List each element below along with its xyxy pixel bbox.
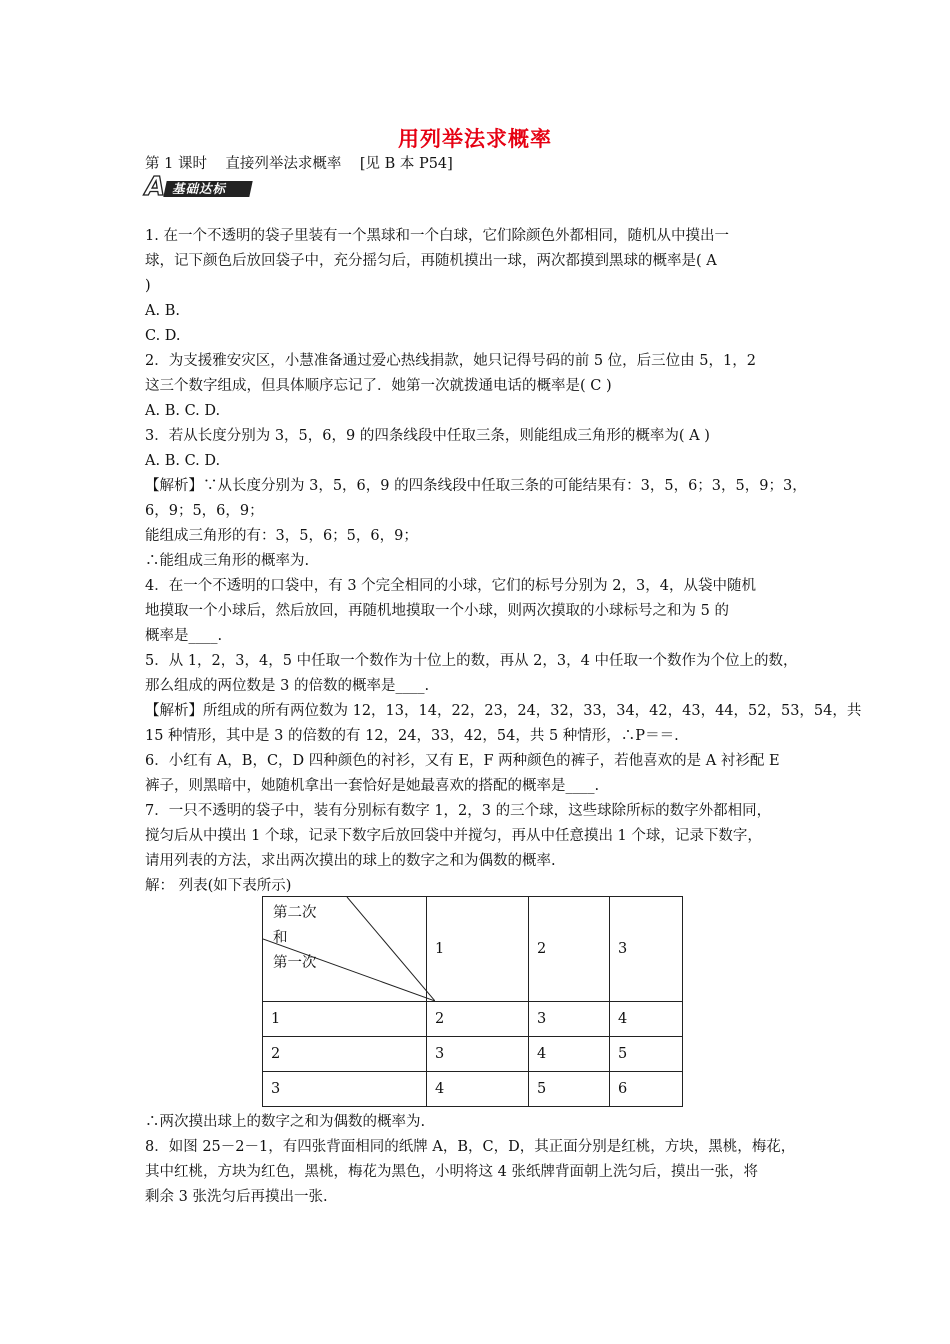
text-line: 搅匀后从中摸出 1 个球，记录下数字后放回袋中并搅匀，再从中任意摸出 1 个球，记录下数字， — [145, 828, 762, 844]
text-line: C. D. — [145, 328, 181, 344]
badge-label: 基础达标 — [172, 181, 227, 196]
text-line: 【解析】∵从长度分别为 3，5，6，9 的四条线段中任取三条的可能结果有：3，5，6；3，5，9；3， — [145, 478, 807, 494]
column-header: 3 — [610, 897, 683, 1002]
table-cell: 4 — [610, 1002, 683, 1037]
text-line: 能组成三角形的有：3，5，6；5，6，9； — [145, 528, 418, 544]
page-title: 用列举法求概率 — [398, 127, 552, 151]
row-label: 2 — [263, 1037, 427, 1072]
sum-table — [262, 896, 683, 1107]
text-line: 解： 列表(如下表所示) — [145, 878, 292, 894]
row-label: 3 — [263, 1072, 427, 1107]
table-cell: 4 — [529, 1037, 610, 1072]
text-line: 那么组成的两位数是 3 的倍数的概率是____. — [145, 678, 430, 694]
lesson-subtitle: 第 1 课时 直接列举法求概率 [见 B 本 P54] — [145, 156, 453, 172]
table-cell: 2 — [427, 1002, 529, 1037]
table-corner-header — [263, 897, 427, 1002]
after-table-text — [145, 1110, 810, 1210]
table-cell: 6 — [610, 1072, 683, 1107]
text-line: 1. 在一个不透明的袋子里装有一个黑球和一个白球，它们除颜色外都相同，随机从中摸出一 — [145, 228, 729, 244]
text-line: 剩余 3 张洗匀后再摸出一张. — [145, 1189, 328, 1205]
table-cell: 5 — [610, 1037, 683, 1072]
problem-text — [145, 224, 862, 899]
text-line: 6．小红有 A，B，C，D 四种颜色的衬衫，又有 E，F 两种颜色的裤子，若他喜欢的是 A 衬衫配 E — [145, 753, 780, 769]
text-line: 球，记下颜色后放回袋子中，充分摇匀后，再随机摸出一球，两次都摸到黑球的概率是( A — [145, 253, 717, 269]
row-label: 1 — [263, 1002, 427, 1037]
text-line: A. B. — [145, 303, 180, 319]
column-header: 1 — [427, 897, 529, 1002]
header-first-label: 第一次 — [273, 955, 317, 971]
text-line: 8．如图 25－2－1，有四张背面相同的纸牌 A，B，C，D，其正面分别是红桃，方块，黑桃，梅花， — [145, 1139, 796, 1155]
header-sum-label: 和 — [273, 930, 288, 946]
text-line: 请用列表的方法，求出两次摸出的球上的数字之和为偶数的概率. — [145, 853, 556, 869]
text-line: ∴两次摸出球上的数字之和为偶数的概率为. — [145, 1114, 426, 1130]
text-line: 裤子，则黑暗中，她随机拿出一套恰好是她最喜欢的搭配的概率是____. — [145, 778, 600, 794]
text-line: 地摸取一个小球后，然后放回，再随机地摸取一个小球，则两次摸取的小球标号之和为 5 的 — [145, 603, 729, 619]
text-line: 【解析】所组成的所有两位数为 12，13，14，22，23，24，32，33，34，42，43，44，52，53，54，共 — [145, 703, 862, 719]
text-line: 5．从 1，2，3，4，5 中任取一个数作为十位上的数，再从 2，3，4 中任取一个数作为个位上的数， — [145, 653, 798, 669]
text-line: A. B. C. D. — [145, 403, 221, 419]
text-line: 15 种情形，其中是 3 的倍数的有 12，24，33，42，54，共 5 种情形，∴P＝＝. — [145, 728, 679, 744]
text-line: 3．若从长度分别为 3，5，6，9 的四条线段中任取三条，则能组成三角形的概率为( A ) — [145, 428, 710, 444]
text-line: 6，9；5，6，9； — [145, 503, 264, 519]
column-header: 2 — [529, 897, 610, 1002]
header-second-label: 第二次 — [273, 905, 317, 921]
table-cell: 3 — [529, 1002, 610, 1037]
text-line: 概率是____. — [145, 628, 223, 644]
text-line: 2．为支援雅安灾区，小慧准备通过爱心热线捐款，她只记得号码的前 5 位，后三位由 5，1，2 — [145, 353, 756, 369]
table-cell: 4 — [427, 1072, 529, 1107]
text-line: ∴能组成三角形的概率为. — [145, 553, 310, 569]
text-line: 其中红桃，方块为红色，黑桃，梅花为黑色，小明将这 4 张纸牌背面朝上洗匀后，摸出一张，将 — [145, 1164, 758, 1180]
table-row — [263, 1002, 683, 1037]
table-cell: 3 — [427, 1037, 529, 1072]
text-line: 这三个数字组成，但具体顺序忘记了．她第一次就拨通电话的概率是( C ) — [145, 378, 612, 394]
text-line: 4．在一个不透明的口袋中，有 3 个完全相同的小球，它们的标号分别为 2，3，4，从袋中随机 — [145, 578, 756, 594]
table-row — [263, 1037, 683, 1072]
text-line: ) — [145, 278, 151, 294]
badge-letter: A — [145, 172, 166, 202]
table-row — [263, 1072, 683, 1107]
text-line: 7．一只不透明的袋子中，装有分别标有数字 1，2，3 的三个球，这些球除所标的数字外都相同， — [145, 803, 772, 819]
table-cell: 5 — [529, 1072, 610, 1107]
text-line: A. B. C. D. — [145, 453, 221, 469]
basic-level-badge — [145, 174, 253, 200]
